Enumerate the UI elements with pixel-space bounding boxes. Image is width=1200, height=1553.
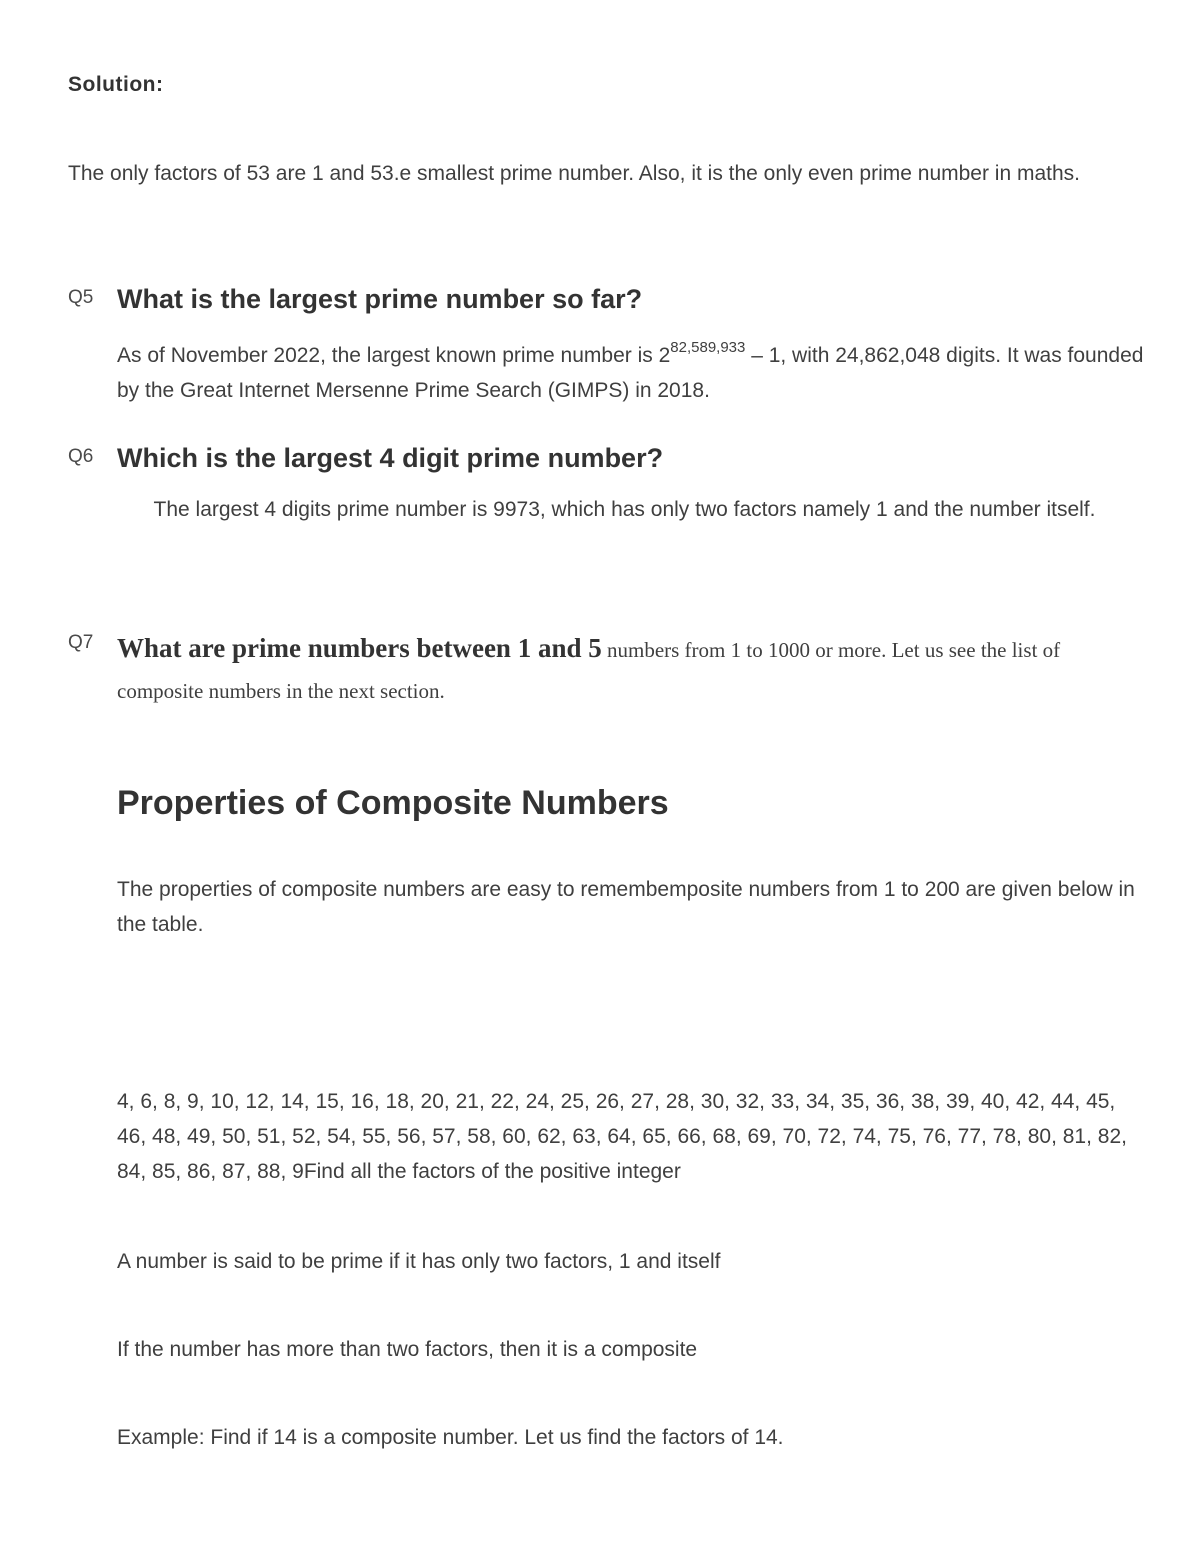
q7-title: What are prime numbers between 1 and 5 [117,633,602,663]
solution-label: Solution: [68,73,164,96]
q5-title: What is the largest prime number so far? [117,284,643,314]
example-text: Example: Find if 14 is a composite number. Let us find the factors of 14. [117,1426,784,1449]
section-intro: The properties of composite numbers are easy to remembemposite numbers from 1 to 200 are given below in the table. [117,878,1135,936]
q7-answer: numbers from 1 to 1000 or more. Let us see the list of composite numbers in the next section. [117,638,1061,703]
q7-line [117,628,1147,712]
prime-definition: A number is said to be prime if it has only two factors, 1 and itself [117,1250,721,1273]
q5-answer-after: – 1, with 24,862,048 digits. It was founded by the Great Internet Mersenne Prime Search (GIMPS) in 2018. [117,344,1144,402]
q6-number: Q6 [68,446,94,467]
solution-text: The only factors of 53 are 1 and 53.e smallest prime number. Also, it is the only even prime number in maths. [68,162,1080,185]
q6-title: Which is the largest 4 digit prime number? [117,443,664,473]
composite-number-list: 4, 6, 8, 9, 10, 12, 14, 15, 16, 18, 20, 21, 22, 24, 25, 26, 27, 28, 30, 32, 33, 34, 35, 36, 38, 39, 40, 42, 44, 45, 46, 48, 49, 50, 51, 52, 54, 55, 56, 57, 58, 60, 62, 63, 64, 65, 66, 68, 69, 70, 72, 74, 75, 76, 77, 78, 80, 81, 82, 84, 85, 86, 87, 88, 9Find all the factors of the positive integer [117,1090,1127,1183]
q5-answer-before: As of November 2022, the largest known prime number is 2 [117,344,671,367]
q7-number: Q7 [68,632,94,653]
q5-answer-exponent: 82,589,933 [670,339,746,356]
section-heading: Properties of Composite Numbers [117,784,669,822]
composite-definition: If the number has more than two factors, then it is a composite [117,1338,698,1361]
q6-answer: The largest 4 digits prime number is 9973, which has only two factors namely 1 and the number itself. [153,498,1096,521]
q5-answer [117,332,1147,408]
q5-number: Q5 [68,287,94,308]
